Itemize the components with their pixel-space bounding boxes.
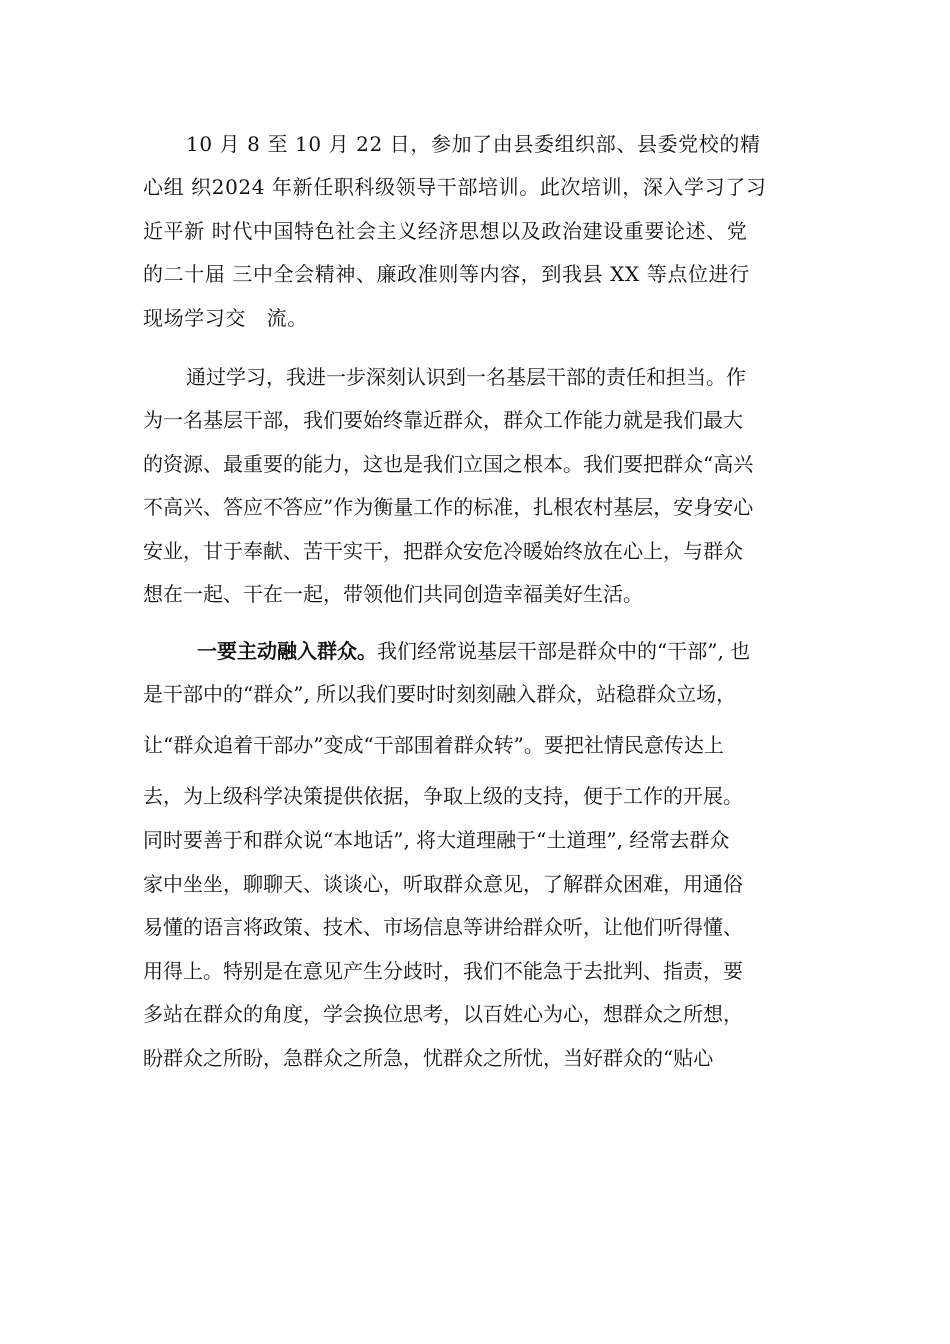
text-line: 10 月 8 至 10 月 22 日，参加了由县委组织部、县委党校的精: [186, 132, 761, 156]
text-line: 近平新 时代中国特色社会主义经济思想以及政治建设重要论述、党: [143, 219, 748, 243]
text-line: [197, 638, 857, 664]
text-span: 我们经常说基层干部是群众中的“干部”, 也: [377, 639, 751, 663]
text-line: 是干部中的“群众”, 所以我们要时时刻刻融入群众，站稳群众立场，: [143, 682, 737, 706]
text-line: 为一名基层干部，我们要始终靠近群众，群众工作能力就是我们最大: [143, 408, 743, 432]
text-line: 用得上。特别是在意见产生分歧时，我们不能急于去批判、指责，要: [143, 959, 743, 983]
text-line: 不高兴、答应不答应”作为衡量工作的标准，扎根农村基层，安身安心: [143, 495, 754, 519]
text-line: 通过学习，我进一步深刻认识到一名基层干部的责任和担当。作: [186, 365, 746, 389]
text-line: 去，为上级科学决策提供依据，争取上级的支持，便于工作的开展。: [143, 784, 743, 808]
text-line: 多站在群众的角度，学会换位思考，以百姓心为心，想群众之所想，: [143, 1002, 743, 1026]
text-line: 家中坐坐，聊聊天、谈谈心，听取群众意见，了解群众困难，用通俗: [143, 872, 743, 896]
text-line: 让“群众追着干部办”变成“干部围着群众转”。要把社情民意传达上: [143, 733, 724, 757]
text-line: 易懂的语言将政策、技术、市场信息等讲给群众听，让他们听得懂、: [143, 915, 743, 939]
text-line: 盼群众之所盼，急群众之所急，忧群众之所忧，当好群众的“贴心: [143, 1046, 714, 1070]
lead-heading: 一要主动融入群众。: [197, 639, 377, 663]
text-line: 的二十届 三中全会精神、廉政准则等内容，到我县 XX 等点位进行: [143, 262, 750, 286]
text-line: 同时要善于和群众说“本地话”, 将大道理融于“土道理”, 经常去群众: [143, 828, 730, 852]
text-line: 心组 织2024 年新任职科级领导干部培训。此次培训，深入学习了习: [143, 175, 767, 199]
text-line: 的资源、最重要的能力，这也是我们立国之根本。我们要把群众“高兴: [143, 452, 754, 476]
text-line: 安业，甘于奉献、苦干实干，把群众安危冷暖始终放在心上，与群众: [143, 539, 743, 563]
text-line: 现场学习交 流。: [143, 306, 308, 330]
text-line: 想在一起、干在一起，带领他们共同创造幸福美好生活。: [143, 582, 643, 606]
